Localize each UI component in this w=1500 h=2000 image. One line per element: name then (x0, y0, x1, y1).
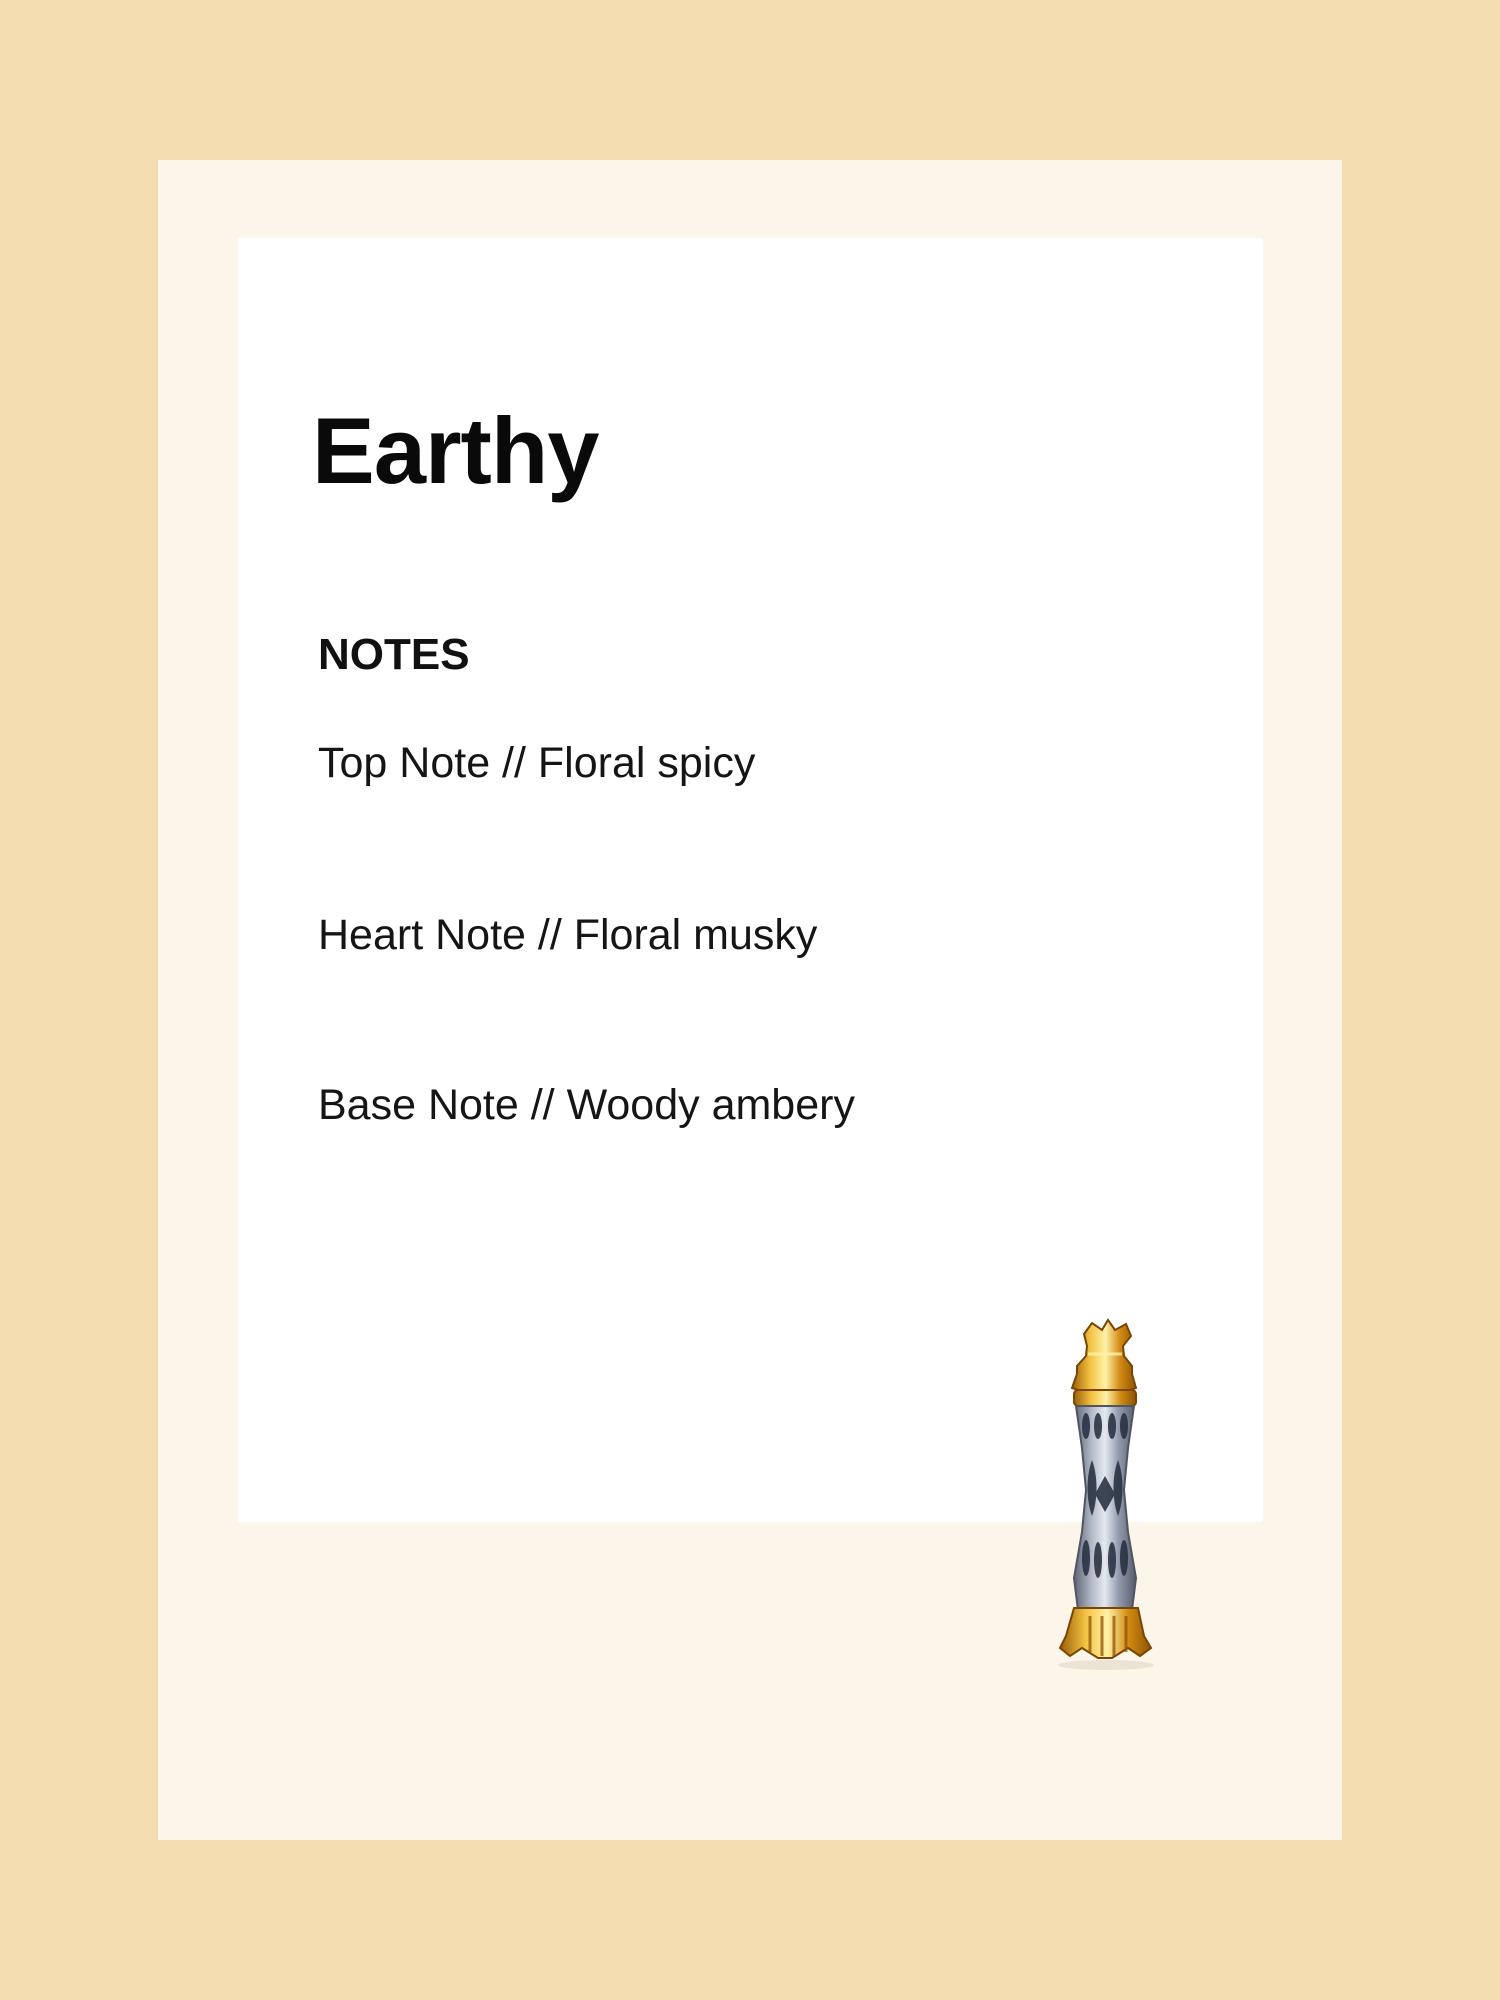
notes-heading: NOTES (318, 630, 470, 679)
base-note: Base Note // Woody ambery (318, 1081, 855, 1129)
perfume-bottle-icon (1040, 1318, 1170, 1680)
heart-note: Heart Note // Floral musky (318, 911, 818, 959)
top-note: Top Note // Floral spicy (318, 739, 756, 787)
fragrance-title: Earthy (312, 398, 599, 503)
